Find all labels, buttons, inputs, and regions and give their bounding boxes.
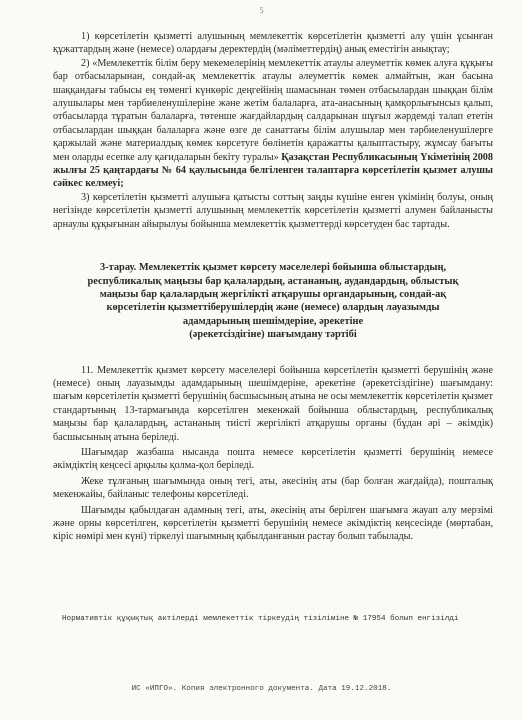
heading-line: маңызы бар қалалардың жергілікті атқарушы органдарының, сондай-ақ bbox=[99, 288, 447, 300]
chapter-heading bbox=[53, 261, 493, 341]
section-paragraph: 11. Мемлекеттік қызмет көрсету мәселелері бойынша көрсетілетін қызметті берушінің және (немесе) оның лауазымды адамдарының шешімдеріне, әрекетіне (әрекетсіздігіне) шағымдану: шағым көрсетілетін қызметті берушінің басшысының атына не осы мемлекеттік көрсетілетін қызмет стандартының 13-тармағында көрсетілген мекенжай бойынша облыстардың, республикалық маңызы бар қалалардың, астананың тиісті жергілікті атқарушы органы (бұдан әрі – әкімдік) басшысының атына беріледі. bbox=[53, 364, 493, 443]
heading-line: көрсетілетін қызметтіберушілердің және (немесе) олардың лауазымды bbox=[106, 302, 440, 314]
paragraph-item-3: 3) көрсетілетін қызметті алушыға қатысты соттың заңды күшіне енген үкімінің болуы, оның негізінде көрсетілетін қызметті алушының мемлекеттік көрсетілетін қызметті алумен байланысты арнаулы құқығынан айырылуы бойынша мемлекеттік қызметтерді көрсетуден бас тартады. bbox=[53, 191, 493, 230]
section-paragraph: Жеке тұлғаның шағымында оның тегі, аты, әкесінің аты (бар болған жағдайда), пошталық мекенжайы, байланыс телефоны көрсетіледі. bbox=[53, 475, 493, 501]
footer-copy-note: ИС «ИПГО». Копия электронного документа. Дата 19.12.2018. bbox=[131, 685, 392, 693]
heading-line: 3-тарау. Мемлекеттік қызмет көрсету мәселелері бойынша облыстардың, bbox=[99, 262, 447, 274]
section-paragraph: Шағымдар жазбаша нысанда пошта немесе көрсетілетін қызметті берушінің немесе әкімдіктің кеңсесі арқылы қолма-қол беріледі. bbox=[53, 446, 493, 472]
heading-line: республикалық маңызы бар қалалардың, астананың, аудандардың, облыстық bbox=[87, 275, 459, 287]
paragraph-item-2-text: 2) «Мемлекеттік білім беру мекемелерінің мемлекеттік атаулы әлеуметтік көмек алуға құқығы бар отбасыларынан, сондай-ақ мемлекеттік атаулы әлеуметтік көмек алмайтын, жан басына шаққандағы табысы ең төменгі күнкөріс деңгейінің шамасынан төмен отбасылардан шыққан білім алушылары мен тәрбиеленушілеріне және жетім балаларға, ата-анасының қамқорлығынсыз қалып, отбасыларда тұратын балаларға, төтенше жағдайлардың салдарынан шұғыл жәрдемді талап ететін отбасылардан шыққан балаларға және өзге де санаттағы білім алушылар мен тәрбиеленушілерге қаржылай және материалдық көмек көрсетуге бөлінетін қаражатты қалыптастыру, жұмсау бағыты мен оларды есепке алу қағидаларын бекіту туралы» bbox=[53, 57, 493, 163]
registry-note: Нормативтік құқықтық актілерді мемлекеттік тіркеудің тізіліміне № 17954 болып енгізілді bbox=[62, 615, 459, 623]
paragraph-item-1: 1) көрсетілетін қызметті алушының мемлекеттік көрсетілетін қызметті алу үшін ұсынған құжаттардың және (немесе) олардағы деректердің (мәліметтердің) анық еместігін анықтау; bbox=[53, 31, 493, 56]
document-body bbox=[53, 30, 493, 544]
paragraph-item-2-bold: Қазақстан Республикасының Үкіметінің 2008 жылғы 25 қаңтардағы № 64 қаулысында белгіленген талаптарға көрсетілетін қызмет алушы сәйкес келмеуі; bbox=[53, 151, 493, 190]
heading-line: (әрекетсіздігіне) шағымдану тәртібі bbox=[189, 329, 357, 341]
heading-line: адамдарының шешімдеріне, әрекетіне bbox=[182, 315, 364, 327]
section-paragraph: Шағымды қабылдаған адамның тегі, аты, әкесінің аты берілген шағымға жауап алу мерзімі және орны көрсетілген, көрсетілетін қызметті берушінің немесе әкімдіктің кеңсесінде (мөртабан, кіріс нөмірі мен күні) тіркелуі шағымның қабылданғанын растау болып табылады. bbox=[53, 504, 493, 543]
page-number: 5 bbox=[259, 6, 264, 15]
paragraph-item-2 bbox=[53, 57, 493, 191]
